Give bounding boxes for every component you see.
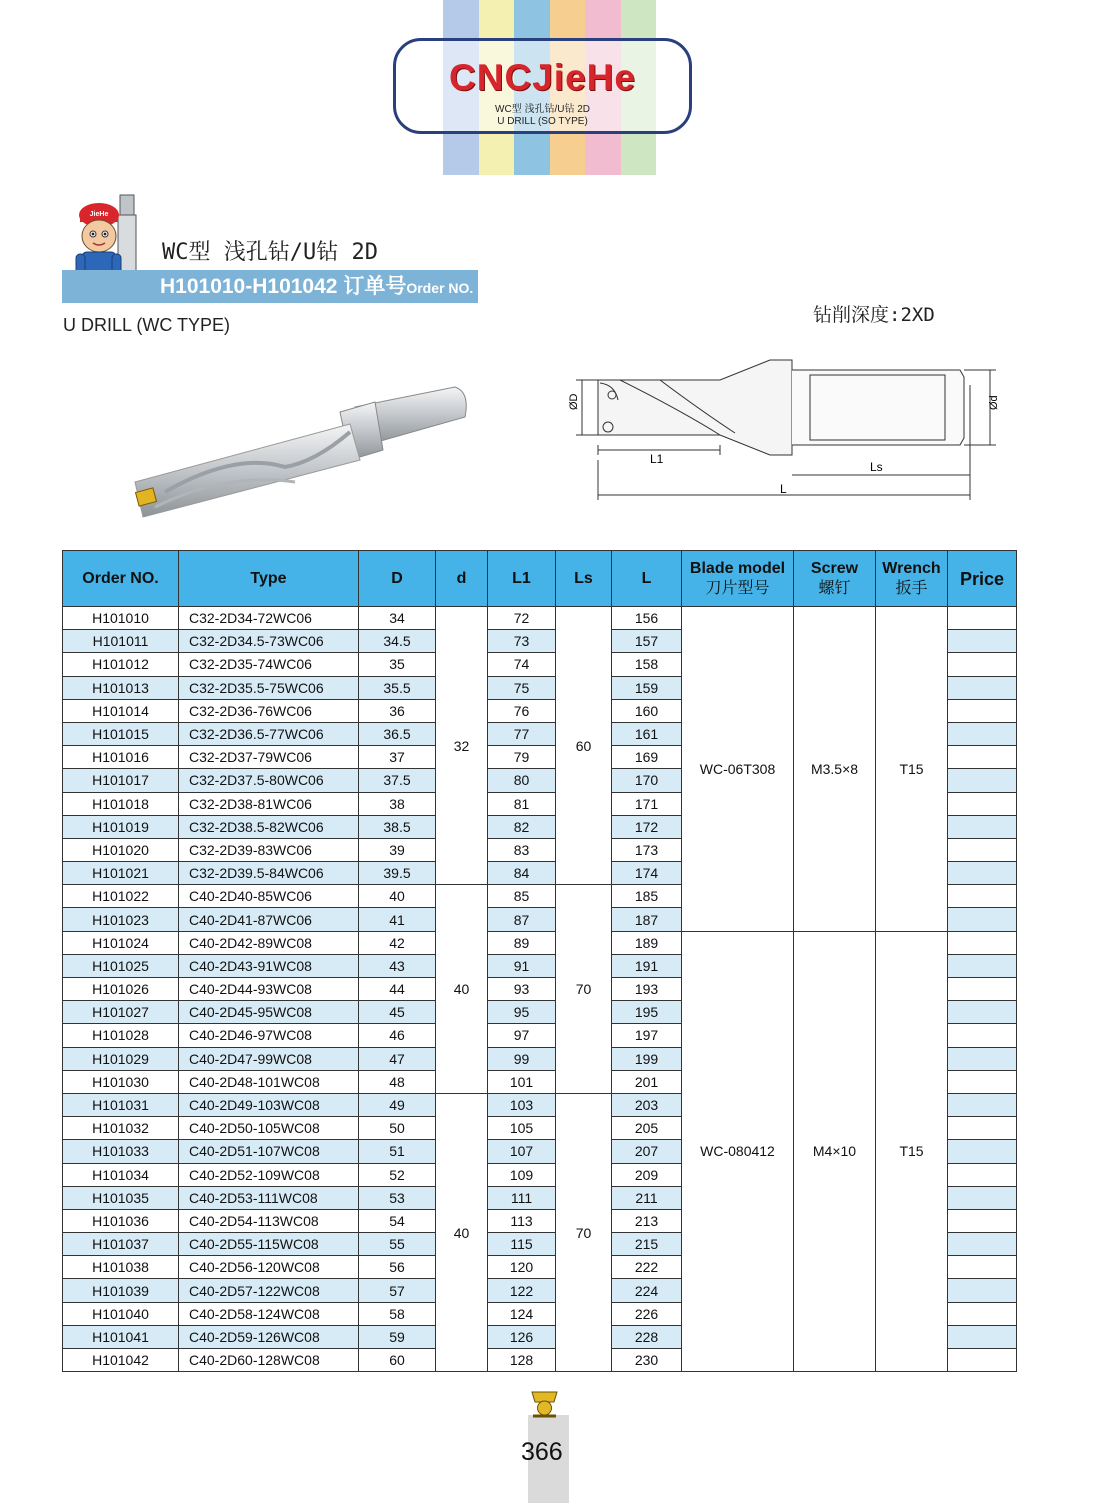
cell-L: 197 — [612, 1024, 682, 1047]
cell-price — [948, 1001, 1017, 1024]
cell-L1: 79 — [488, 746, 556, 769]
cell-price — [948, 1070, 1017, 1093]
col-L: L — [612, 551, 682, 607]
cell-price — [948, 931, 1017, 954]
cell-type: C40-2D43-91WC08 — [179, 954, 359, 977]
cell-D: 38 — [359, 792, 436, 815]
col-type: Type — [179, 551, 359, 607]
cell-order: H101021 — [63, 862, 179, 885]
cell-type: C40-2D57-122WC08 — [179, 1279, 359, 1302]
cell-L: 169 — [612, 746, 682, 769]
label-L1: L1 — [650, 452, 664, 466]
cell-price — [948, 1349, 1017, 1372]
cell-price — [948, 653, 1017, 676]
cell-Ls: 60 — [556, 607, 612, 885]
cell-L: 173 — [612, 838, 682, 861]
cell-type: C40-2D50-105WC08 — [179, 1117, 359, 1140]
order-range-value: H101010-H101042 — [160, 275, 338, 298]
cell-d: 32 — [436, 607, 488, 885]
cell-D: 42 — [359, 931, 436, 954]
cell-order: H101028 — [63, 1024, 179, 1047]
cell-L: 160 — [612, 699, 682, 722]
crown-logo-icon — [528, 1388, 561, 1418]
cell-blade: WC-080412 — [682, 931, 794, 1372]
cell-L: 201 — [612, 1070, 682, 1093]
cell-price — [948, 1302, 1017, 1325]
logo-subtitle-en: U DRILL (SO TYPE) — [497, 116, 588, 127]
cell-L: 189 — [612, 931, 682, 954]
cell-type: C32-2D37.5-80WC06 — [179, 769, 359, 792]
cell-order: H101024 — [63, 931, 179, 954]
cell-D: 39.5 — [359, 862, 436, 885]
cell-L1: 109 — [488, 1163, 556, 1186]
cell-order: H101031 — [63, 1093, 179, 1116]
cell-order: H101041 — [63, 1325, 179, 1348]
cell-type: C40-2D60-128WC08 — [179, 1349, 359, 1372]
col-blade: Blade model 刀片型号 — [682, 551, 794, 607]
cell-L1: 72 — [488, 607, 556, 630]
cell-D: 56 — [359, 1256, 436, 1279]
cell-type: C32-2D39-83WC06 — [179, 838, 359, 861]
label-Ls: Ls — [870, 460, 883, 474]
cell-L: 191 — [612, 954, 682, 977]
cell-L: 222 — [612, 1256, 682, 1279]
cell-L: 161 — [612, 722, 682, 745]
cell-L1: 89 — [488, 931, 556, 954]
cell-order: H101039 — [63, 1279, 179, 1302]
cell-D: 34.5 — [359, 630, 436, 653]
cell-type: C32-2D34.5-73WC06 — [179, 630, 359, 653]
col-price: Price — [948, 551, 1017, 607]
cell-L1: 76 — [488, 699, 556, 722]
cell-L1: 124 — [488, 1302, 556, 1325]
cell-order: H101015 — [63, 722, 179, 745]
cell-order: H101032 — [63, 1117, 179, 1140]
brand-logo: CNCJieHe — [449, 57, 636, 98]
cell-L: 209 — [612, 1163, 682, 1186]
cell-L1: 75 — [488, 676, 556, 699]
cell-type: C40-2D41-87WC06 — [179, 908, 359, 931]
col-D: D — [359, 551, 436, 607]
cell-D: 55 — [359, 1233, 436, 1256]
cell-L: 159 — [612, 676, 682, 699]
cell-D: 45 — [359, 1001, 436, 1024]
cell-type: C40-2D53-111WC08 — [179, 1186, 359, 1209]
cell-L: 156 — [612, 607, 682, 630]
cell-wrench: T15 — [876, 607, 948, 932]
cell-price — [948, 792, 1017, 815]
cell-type: C40-2D46-97WC08 — [179, 1024, 359, 1047]
cell-D: 36 — [359, 699, 436, 722]
cell-L1: 99 — [488, 1047, 556, 1070]
cell-price — [948, 1024, 1017, 1047]
cell-L1: 126 — [488, 1325, 556, 1348]
cell-D: 37 — [359, 746, 436, 769]
logo-subtitle-cn: WC型 浅孔钻/U钻 2D — [495, 104, 590, 115]
cell-type: C32-2D38-81WC06 — [179, 792, 359, 815]
cell-price — [948, 1256, 1017, 1279]
cell-D: 53 — [359, 1186, 436, 1209]
cell-Ls: 70 — [556, 885, 612, 1094]
cell-order: H101010 — [63, 607, 179, 630]
cell-screw: M3.5×8 — [794, 607, 876, 932]
cell-order: H101019 — [63, 815, 179, 838]
cell-L1: 85 — [488, 885, 556, 908]
cell-L1: 101 — [488, 1070, 556, 1093]
cell-L1: 84 — [488, 862, 556, 885]
label-d: Ød — [988, 395, 1000, 410]
cell-L: 172 — [612, 815, 682, 838]
cell-price — [948, 978, 1017, 1001]
cell-D: 51 — [359, 1140, 436, 1163]
cell-L: 205 — [612, 1117, 682, 1140]
cell-D: 58 — [359, 1302, 436, 1325]
cell-type: C32-2D39.5-84WC06 — [179, 862, 359, 885]
cell-L1: 74 — [488, 653, 556, 676]
cell-price — [948, 954, 1017, 977]
cell-screw: M4×10 — [794, 931, 876, 1372]
cell-D: 52 — [359, 1163, 436, 1186]
cell-L1: 80 — [488, 769, 556, 792]
cell-D: 44 — [359, 978, 436, 1001]
cell-type: C40-2D58-124WC08 — [179, 1302, 359, 1325]
cell-price — [948, 1209, 1017, 1232]
cell-D: 48 — [359, 1070, 436, 1093]
cell-price — [948, 722, 1017, 745]
subtitle: U DRILL (WC TYPE) — [63, 315, 231, 335]
cell-price — [948, 838, 1017, 861]
cell-price — [948, 815, 1017, 838]
cell-L1: 81 — [488, 792, 556, 815]
cell-L: 195 — [612, 1001, 682, 1024]
cell-L: 228 — [612, 1325, 682, 1348]
cell-L: 170 — [612, 769, 682, 792]
cell-order: H101020 — [63, 838, 179, 861]
cell-price — [948, 1163, 1017, 1186]
cell-order: H101025 — [63, 954, 179, 977]
cell-type: C40-2D40-85WC06 — [179, 885, 359, 908]
cell-L: 215 — [612, 1233, 682, 1256]
cell-L1: 107 — [488, 1140, 556, 1163]
cell-type: C40-2D48-101WC08 — [179, 1070, 359, 1093]
cell-L: 185 — [612, 885, 682, 908]
cell-L: 158 — [612, 653, 682, 676]
cell-Ls: 70 — [556, 1093, 612, 1371]
spec-table — [62, 550, 1017, 1372]
cell-type: C32-2D36.5-77WC06 — [179, 722, 359, 745]
cell-type: C32-2D36-76WC06 — [179, 699, 359, 722]
cell-order: H101022 — [63, 885, 179, 908]
drill-diagram — [560, 355, 1000, 505]
drill-photo — [125, 372, 485, 522]
page-title: WC型 浅孔钻/U钻 2D — [162, 240, 378, 265]
cell-L: 213 — [612, 1209, 682, 1232]
cell-L: 171 — [612, 792, 682, 815]
cell-D: 36.5 — [359, 722, 436, 745]
cell-wrench: T15 — [876, 931, 948, 1372]
cell-L1: 77 — [488, 722, 556, 745]
cell-L1: 105 — [488, 1117, 556, 1140]
cell-order: H101033 — [63, 1140, 179, 1163]
cell-L1: 120 — [488, 1256, 556, 1279]
cell-D: 49 — [359, 1093, 436, 1116]
cell-price — [948, 885, 1017, 908]
cell-order: H101023 — [63, 908, 179, 931]
cell-L1: 83 — [488, 838, 556, 861]
cell-D: 40 — [359, 885, 436, 908]
cell-order: H101027 — [63, 1001, 179, 1024]
cell-price — [948, 607, 1017, 630]
cell-price — [948, 1186, 1017, 1209]
cell-L1: 122 — [488, 1279, 556, 1302]
cell-L: 226 — [612, 1302, 682, 1325]
cell-D: 37.5 — [359, 769, 436, 792]
cell-L: 203 — [612, 1093, 682, 1116]
cell-order: H101042 — [63, 1349, 179, 1372]
order-label-en: Order NO. — [406, 280, 474, 296]
cell-order: H101035 — [63, 1186, 179, 1209]
cell-D: 35.5 — [359, 676, 436, 699]
cell-type: C40-2D45-95WC08 — [179, 1001, 359, 1024]
cell-D: 54 — [359, 1209, 436, 1232]
cell-L1: 113 — [488, 1209, 556, 1232]
cell-L1: 91 — [488, 954, 556, 977]
table-row — [63, 931, 1017, 954]
cell-D: 46 — [359, 1024, 436, 1047]
cell-price — [948, 746, 1017, 769]
cell-order: H101036 — [63, 1209, 179, 1232]
cell-blade: WC-06T308 — [682, 607, 794, 932]
cell-price — [948, 1047, 1017, 1070]
cell-L: 187 — [612, 908, 682, 931]
cell-order: H101017 — [63, 769, 179, 792]
col-wrench: Wrench 扳手 — [876, 551, 948, 607]
cell-type: C32-2D37-79WC06 — [179, 746, 359, 769]
cell-type: C32-2D35-74WC06 — [179, 653, 359, 676]
cell-L1: 87 — [488, 908, 556, 931]
cell-price — [948, 908, 1017, 931]
cell-type: C40-2D47-99WC08 — [179, 1047, 359, 1070]
cell-type: C40-2D42-89WC08 — [179, 931, 359, 954]
cell-order: H101038 — [63, 1256, 179, 1279]
cell-price — [948, 1117, 1017, 1140]
cell-price — [948, 862, 1017, 885]
cell-D: 35 — [359, 653, 436, 676]
table-row — [63, 607, 1017, 630]
cell-L: 193 — [612, 978, 682, 1001]
cell-order: H101029 — [63, 1047, 179, 1070]
order-label-cn: 订单号 — [343, 275, 407, 298]
table-header-row — [63, 551, 1017, 607]
cell-order: H101016 — [63, 746, 179, 769]
page-number: 366 — [521, 1438, 563, 1466]
cell-price — [948, 1140, 1017, 1163]
cell-order: H101030 — [63, 1070, 179, 1093]
cell-L1: 97 — [488, 1024, 556, 1047]
col-d: d — [436, 551, 488, 607]
cell-price — [948, 1325, 1017, 1348]
label-L: L — [780, 482, 787, 496]
cell-D: 43 — [359, 954, 436, 977]
cell-L: 157 — [612, 630, 682, 653]
cell-order: H101026 — [63, 978, 179, 1001]
cell-type: C40-2D56-120WC08 — [179, 1256, 359, 1279]
cell-type: C40-2D54-113WC08 — [179, 1209, 359, 1232]
cell-order: H101018 — [63, 792, 179, 815]
cell-price — [948, 1233, 1017, 1256]
cell-L1: 95 — [488, 1001, 556, 1024]
cell-L: 207 — [612, 1140, 682, 1163]
col-L1: L1 — [488, 551, 556, 607]
cell-L1: 128 — [488, 1349, 556, 1372]
cell-D: 59 — [359, 1325, 436, 1348]
col-order: Order NO. — [63, 551, 179, 607]
col-screw: Screw 螺钉 — [794, 551, 876, 607]
cell-type: C32-2D38.5-82WC06 — [179, 815, 359, 838]
cell-type: C40-2D52-109WC08 — [179, 1163, 359, 1186]
cell-order: H101040 — [63, 1302, 179, 1325]
cell-D: 38.5 — [359, 815, 436, 838]
cell-type: C32-2D35.5-75WC06 — [179, 676, 359, 699]
cell-D: 34 — [359, 607, 436, 630]
table-body — [63, 607, 1017, 1372]
cell-d: 40 — [436, 885, 488, 1094]
cell-L: 230 — [612, 1349, 682, 1372]
cell-type: C32-2D34-72WC06 — [179, 607, 359, 630]
cell-type: C40-2D55-115WC08 — [179, 1233, 359, 1256]
cell-order: H101012 — [63, 653, 179, 676]
cell-D: 57 — [359, 1279, 436, 1302]
cell-order: H101034 — [63, 1163, 179, 1186]
cell-L1: 82 — [488, 815, 556, 838]
cell-type: C40-2D59-126WC08 — [179, 1325, 359, 1348]
cell-D: 50 — [359, 1117, 436, 1140]
cell-D: 47 — [359, 1047, 436, 1070]
order-range — [160, 274, 473, 301]
cell-type: C40-2D49-103WC08 — [179, 1093, 359, 1116]
cell-price — [948, 1279, 1017, 1302]
cell-D: 41 — [359, 908, 436, 931]
col-Ls: Ls — [556, 551, 612, 607]
cell-L1: 73 — [488, 630, 556, 653]
cell-L: 174 — [612, 862, 682, 885]
cell-L: 211 — [612, 1186, 682, 1209]
cell-L1: 103 — [488, 1093, 556, 1116]
cell-D: 39 — [359, 838, 436, 861]
cell-price — [948, 1093, 1017, 1116]
cell-order: H101011 — [63, 630, 179, 653]
cell-order: H101014 — [63, 699, 179, 722]
cell-price — [948, 676, 1017, 699]
cell-order: H101037 — [63, 1233, 179, 1256]
svg-text:JieHe: JieHe — [89, 211, 109, 218]
cell-order: H101013 — [63, 676, 179, 699]
cell-d: 40 — [436, 1093, 488, 1371]
cell-type: C40-2D44-93WC08 — [179, 978, 359, 1001]
cell-L1: 115 — [488, 1233, 556, 1256]
drilling-depth: 钻削深度:2XD — [813, 304, 935, 326]
cell-L: 199 — [612, 1047, 682, 1070]
cell-price — [948, 630, 1017, 653]
cell-price — [948, 769, 1017, 792]
label-D: ØD — [568, 393, 580, 410]
cell-L: 224 — [612, 1279, 682, 1302]
cell-type: C40-2D51-107WC08 — [179, 1140, 359, 1163]
cell-L1: 111 — [488, 1186, 556, 1209]
cell-D: 60 — [359, 1349, 436, 1372]
cell-L1: 93 — [488, 978, 556, 1001]
cell-price — [948, 699, 1017, 722]
